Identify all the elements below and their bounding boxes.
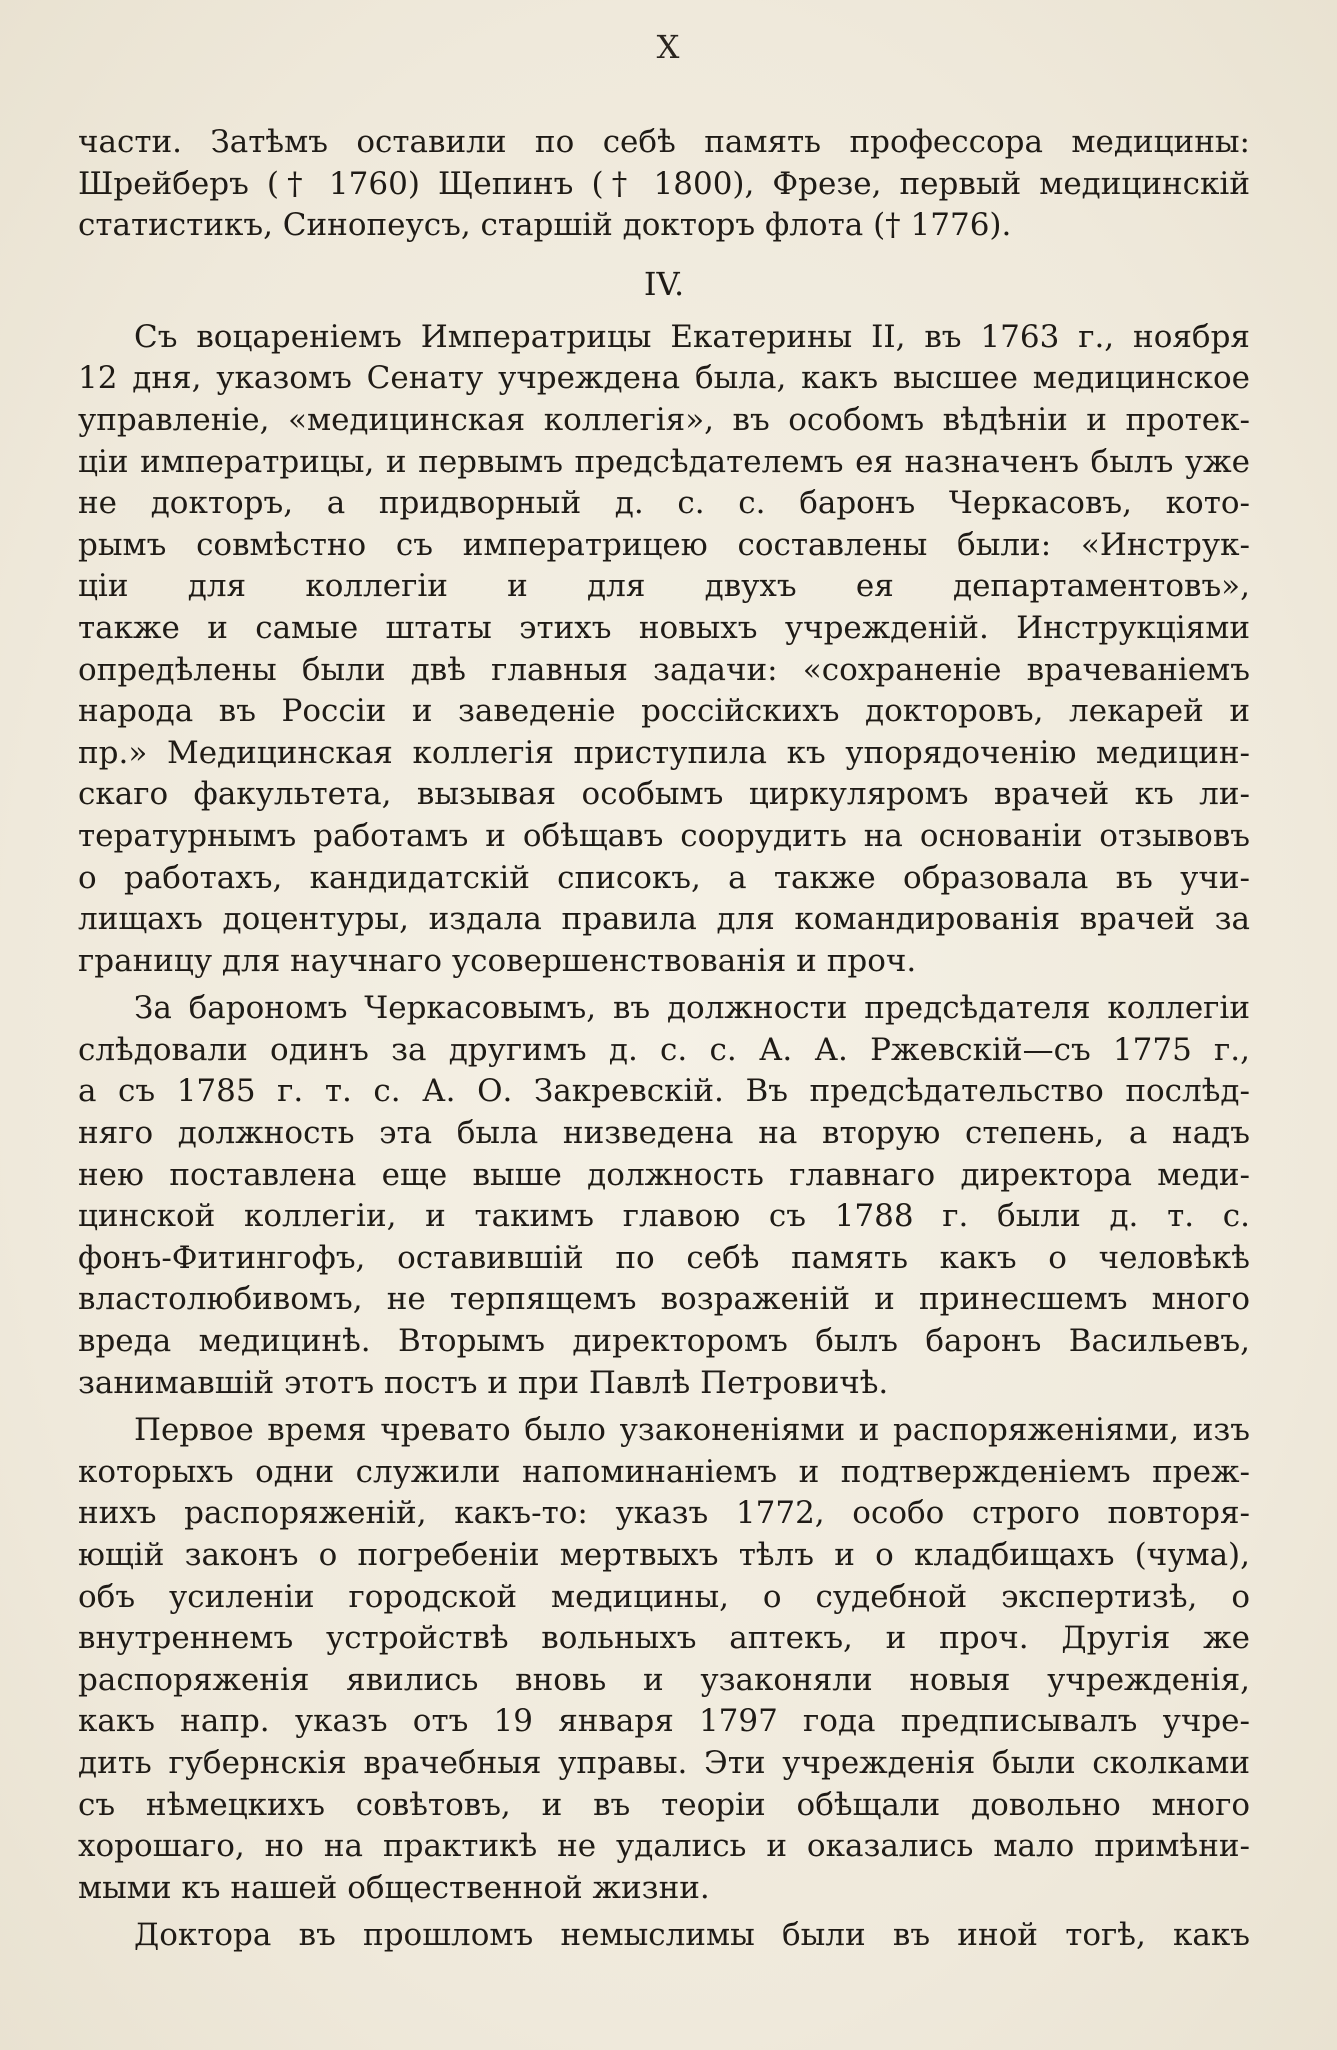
text-line: о работахъ, кандидатскій списокъ, а также образовала въ учи-	[78, 859, 1250, 896]
text-line: части. Затѣмъ оставили по себѣ память профессора медицины:	[78, 124, 1250, 160]
text-line: внутреннемъ устройствѣ вольныхъ аптекъ, и проч. Другія же	[78, 1620, 1250, 1657]
text-line: занимавшій этотъ постъ и при Павлѣ Петровичѣ.	[78, 1364, 889, 1401]
text-line: Съ воцареніемъ Императрицы Екатерины II, въ 1763 г., ноября	[134, 318, 1250, 355]
text-line: фонъ-Фитингофъ, оставившій по себѣ память какъ о человѣкѣ	[78, 1239, 1250, 1276]
paragraph-3	[78, 1410, 1250, 1909]
text-line: мыми къ нашей общественной жизни.	[78, 1869, 710, 1906]
text-line: 12 дня, указомъ Сенату учреждена была, какъ высшее медицинское	[78, 360, 1250, 397]
text-line: Первое время чревато было узаконеніями и распоряженіями, изъ	[134, 1412, 1250, 1449]
text-line: лищахъ доцентуры, издала правила для командированія врачей за	[78, 901, 1250, 938]
text-block	[78, 122, 1250, 1957]
text-line: ціи для коллегіи и для двухъ ея департаментовъ»,	[78, 568, 1250, 605]
text-line: управленіе, «медицинская коллегія», въ особомъ вѣдѣніи и протек-	[78, 401, 1250, 438]
text-line: дить губернскія врачебныя управы. Эти учрежденія были сколками	[78, 1744, 1250, 1781]
paragraph-2	[78, 988, 1250, 1404]
text-line: скаго факультета, вызывая особымъ циркуляромъ врачей къ ли-	[78, 776, 1250, 813]
text-line: опредѣлены были двѣ главныя задачи: «сохраненіе врачеваніемъ	[78, 651, 1250, 688]
paragraph-continuation	[78, 122, 1250, 247]
text-line: слѣдовали одинъ за другимъ д. с. с. А. А. Ржевскій—съ 1775 г.,	[78, 1031, 1250, 1068]
text-line: тературнымъ работамъ и обѣщавъ соорудить на основаніи отзывовъ	[78, 817, 1250, 854]
text-line: границу для научнаго усовершенствованія и проч.	[78, 942, 917, 979]
text-line: хорошаго, но на практикѣ не удались и оказались мало примѣни-	[78, 1828, 1250, 1865]
text-line: ющій законъ о погребеніи мертвыхъ тѣлъ и о кладбищахъ (чума),	[78, 1537, 1250, 1573]
text-line: не докторъ, а придворный д. с. с. баронъ Черкасовъ, кото-	[78, 485, 1250, 522]
paragraph-1	[78, 317, 1250, 983]
page-number: X	[656, 28, 681, 66]
text-line: а съ 1785 г. т. с. А. О. Закревскій. Въ предсѣдательство послѣд-	[78, 1073, 1250, 1110]
text-line: нею поставлена еще выше должность главнаго директора меди-	[78, 1156, 1250, 1193]
paragraph-4	[78, 1915, 1250, 1957]
text-line: властолюбивомъ, не терпящемъ возраженій и принесшемъ много	[78, 1281, 1250, 1318]
text-line: народа въ Россіи и заведеніе россійскихъ докторовъ, лекарей и	[78, 693, 1250, 730]
text-line: нихъ распоряженій, какъ-то: указъ 1772, особо строго повторя-	[78, 1495, 1250, 1532]
section-heading: IV.	[643, 264, 685, 303]
text-line: пр.» Медицинская коллегія приступила къ упорядоченію медицин-	[78, 734, 1250, 771]
text-line: съ нѣмецкихъ совѣтовъ, и въ теоріи обѣщали довольно много	[78, 1786, 1250, 1823]
text-line: Шрейберъ († 1760) Щепинъ († 1800), Фрезе, первый медицинскій	[78, 165, 1250, 202]
text-line: Доктора въ прошломъ немыслимы были въ иной тогѣ, какъ	[134, 1917, 1250, 1954]
text-line: какъ напр. указъ отъ 19 января 1797 года предписывалъ учре-	[78, 1703, 1250, 1740]
text-line: объ усиленіи городской медицины, о судебной экспертизѣ, о	[78, 1578, 1250, 1615]
text-line: статистикъ, Синопеусъ, старшій докторъ флота († 1776).	[78, 207, 1012, 244]
text-line: рымъ совмѣстно съ императрицею составлены были: «Инструк-	[78, 526, 1250, 563]
text-line: цинской коллегіи, и такимъ главою съ 1788 г. были д. т. с.	[78, 1198, 1250, 1235]
text-line: также и самые штаты этихъ новыхъ учрежденій. Инструкціями	[78, 609, 1250, 646]
text-line: За барономъ Черкасовымъ, въ должности предсѣдателя коллегіи	[134, 990, 1250, 1027]
text-line: ціи императрицы, и первымъ предсѣдателемъ ея назначенъ былъ уже	[78, 443, 1250, 480]
text-line: вреда медицинѣ. Вторымъ директоромъ былъ баронъ Васильевъ,	[78, 1323, 1250, 1360]
text-line: няго должность эта была низведена на вторую степень, а надъ	[78, 1115, 1250, 1152]
text-line: распоряженія явились вновь и узаконяли новыя учрежденія,	[78, 1661, 1250, 1698]
text-line: которыхъ одни служили напоминаніемъ и подтвержденіемъ преж-	[78, 1453, 1250, 1490]
